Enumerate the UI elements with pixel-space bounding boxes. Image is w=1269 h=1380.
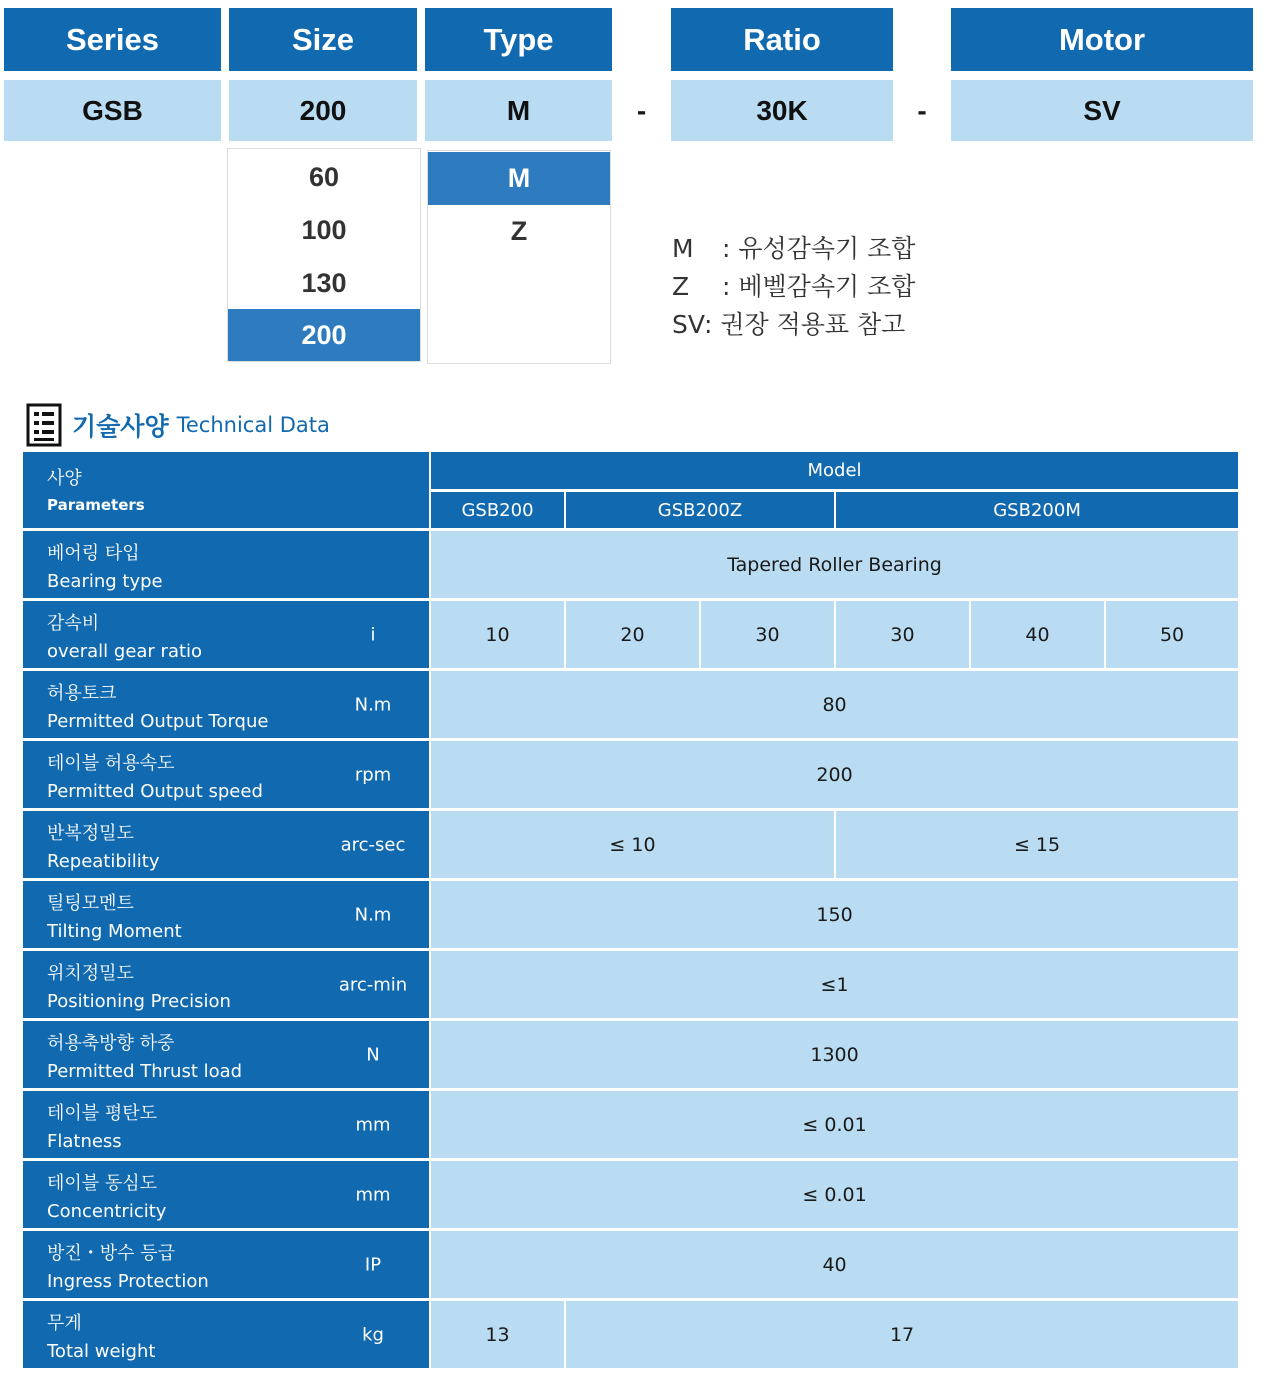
size-option-selected[interactable]: 200 [228, 309, 420, 361]
value-cell: 80 [431, 671, 1240, 741]
ratio-header: Ratio [671, 8, 893, 71]
size-options-list [227, 148, 421, 362]
value-cell: 200 [431, 741, 1240, 811]
param-en: Tilting Moment [47, 921, 182, 942]
param-ko: 방진・방수 등급 [47, 1243, 176, 1264]
size-option[interactable]: 60 [308, 162, 340, 192]
model-name: GSB200Z [566, 492, 836, 531]
size-value: 200 [229, 80, 417, 141]
ratio-value: 30K [671, 80, 893, 141]
value-cell: ≤ 0.01 [431, 1091, 1240, 1161]
model-name: GSB200 [431, 492, 566, 531]
param-ko: 테이블 허용속도 [47, 753, 175, 774]
param-cell [23, 811, 431, 881]
param-unit: IP [364, 1254, 382, 1275]
model-name: GSB200M [836, 492, 1240, 531]
value-cell: 30 [836, 601, 971, 671]
param-header-cell [23, 452, 431, 531]
param-ko: 허용축방향 하중 [47, 1033, 175, 1054]
param-ko: 틸팅모멘트 [47, 893, 134, 914]
param-en: Permitted Output Torque [47, 711, 269, 732]
value-cell: 50 [1106, 601, 1240, 671]
param-unit: mm [355, 1114, 391, 1135]
section-title [26, 402, 330, 448]
table-row [23, 811, 1240, 881]
param-unit: i [370, 624, 376, 645]
value-cell: ≤ 0.01 [431, 1161, 1240, 1231]
motor-header: Motor [951, 8, 1253, 71]
param-ko: 베어링 타입 [47, 543, 140, 564]
param-en: Ingress Protection [47, 1271, 209, 1292]
param-en: Total weight [47, 1341, 156, 1362]
param-cell [23, 671, 431, 741]
table-row [23, 671, 1240, 741]
param-cell [23, 1301, 431, 1371]
legend-desc: : 베벨감속기 조합 [722, 272, 916, 301]
param-ko: 위치정밀도 [47, 963, 134, 984]
size-option[interactable]: 130 [301, 268, 347, 298]
value-cell: 150 [431, 881, 1240, 951]
param-cell [23, 881, 431, 951]
value-cell: 1300 [431, 1021, 1240, 1091]
param-cell [23, 951, 431, 1021]
param-cell [23, 1161, 431, 1231]
table-row [23, 1231, 1240, 1301]
table-row [23, 1301, 1240, 1371]
param-en: Concentricity [47, 1201, 167, 1222]
param-cell [23, 531, 431, 601]
param-en: Flatness [47, 1131, 122, 1152]
param-en: Bearing type [47, 571, 163, 592]
legend-key: M [672, 234, 694, 263]
table-row [23, 1091, 1240, 1161]
size-option[interactable]: 100 [301, 215, 347, 245]
value-cell: ≤1 [431, 951, 1240, 1021]
table-row [23, 1161, 1240, 1231]
param-cell [23, 1091, 431, 1161]
param-unit: N.m [354, 904, 392, 925]
table-row [23, 951, 1240, 1021]
param-cell [23, 741, 431, 811]
param-ko: 허용토크 [47, 683, 117, 704]
value-cell: 40 [431, 1231, 1240, 1301]
legend-item [672, 230, 1072, 268]
param-header-ko: 사양 [47, 468, 82, 489]
param-unit: mm [355, 1184, 391, 1205]
legend-key: SV [672, 310, 705, 339]
type-options-list [427, 150, 611, 364]
param-unit: N.m [354, 694, 392, 715]
param-cell [23, 1021, 431, 1091]
param-en: Repeatibility [47, 851, 160, 872]
type-header: Type [425, 8, 612, 71]
table-header-row [23, 452, 1240, 492]
type-option-selected[interactable]: M [428, 152, 610, 205]
document-list-icon [26, 403, 62, 447]
param-en: Permitted Thrust load [47, 1061, 243, 1082]
separator-dash: - [636, 94, 647, 126]
table-row [23, 601, 1240, 671]
param-ko: 반복정밀도 [47, 823, 134, 844]
param-cell [23, 1231, 431, 1301]
type-option[interactable]: Z [510, 216, 528, 246]
legend-key: Z [672, 272, 690, 301]
param-unit: N [366, 1044, 380, 1065]
type-value: M [425, 80, 612, 141]
param-unit: rpm [354, 764, 392, 785]
param-ko: 테이블 평탄도 [47, 1103, 158, 1124]
size-header: Size [229, 8, 417, 71]
value-cell: Tapered Roller Bearing [431, 531, 1240, 601]
legend-item [672, 306, 1072, 344]
motor-value: SV [951, 80, 1253, 141]
value-cell: ≤ 10 [431, 811, 836, 881]
value-cell: 30 [701, 601, 836, 671]
table-row [23, 881, 1240, 951]
separator-dash: - [917, 94, 927, 126]
legend-desc: : 권장 적용표 참고 [704, 310, 906, 339]
value-cell: 10 [431, 601, 566, 671]
section-title-en: Technical Data [176, 413, 330, 437]
legend-item [672, 268, 1072, 306]
param-en: Positioning Precision [47, 991, 231, 1012]
technical-data-table [23, 452, 1240, 1371]
value-cell: ≤ 15 [836, 811, 1240, 881]
value-cell: 17 [566, 1301, 1240, 1371]
param-ko: 테이블 동심도 [47, 1173, 158, 1194]
param-header-en: Parameters [47, 496, 145, 514]
param-cell [23, 601, 431, 671]
value-cell: 40 [971, 601, 1106, 671]
value-cell: 20 [566, 601, 701, 671]
legend-desc: : 유성감속기 조합 [722, 234, 916, 263]
param-unit: kg [362, 1324, 384, 1345]
table-row [23, 741, 1240, 811]
param-unit: arc-sec [340, 834, 406, 855]
param-ko: 감속비 [47, 613, 100, 634]
table-row [23, 1021, 1240, 1091]
value-cell: 13 [431, 1301, 566, 1371]
param-en: Permitted Output speed [47, 781, 263, 802]
param-unit: arc-min [338, 974, 408, 995]
model-header: Model [431, 452, 1240, 492]
legend [672, 230, 1072, 344]
table-row [23, 531, 1240, 601]
section-title-ko: 기술사양 [72, 412, 169, 441]
param-en: overall gear ratio [47, 641, 203, 662]
series-value: GSB [4, 80, 221, 141]
series-header: Series [4, 8, 221, 71]
param-ko: 무게 [47, 1313, 82, 1334]
